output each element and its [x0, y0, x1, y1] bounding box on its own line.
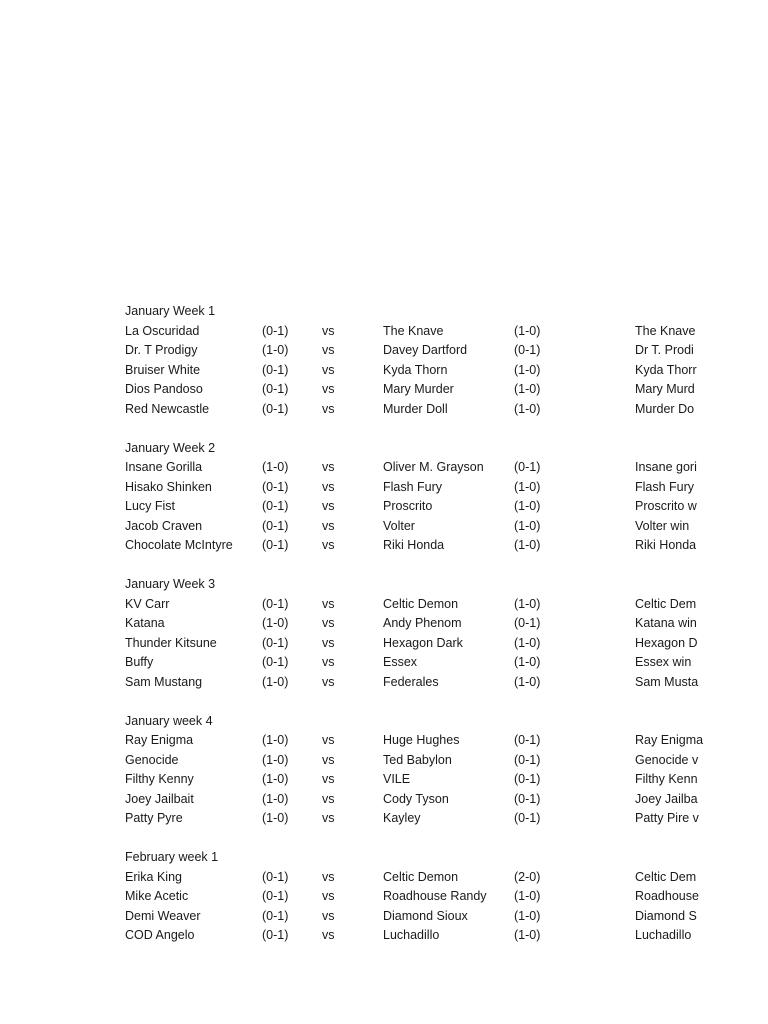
match-result: Joey Jailba	[635, 791, 698, 806]
versus-label: vs	[322, 889, 335, 903]
match-row	[0, 653, 768, 673]
wrestler-name-1: Red Newcastle	[125, 401, 210, 416]
wrestler-name-1: KV Carr	[125, 596, 170, 611]
versus-label: vs	[322, 869, 335, 884]
match-result: Celtic Dem	[635, 869, 697, 884]
wrestler-name-2: The Knave	[383, 323, 444, 338]
week-header-row	[0, 712, 768, 732]
wrestler-name-2: Celtic Demon	[383, 596, 459, 611]
wrestler-name-1: Hisako Shinken	[125, 479, 212, 494]
versus-label: vs	[322, 772, 335, 786]
wrestler-name-2: Kyda Thorn	[383, 362, 448, 377]
match-row	[0, 458, 768, 478]
week-title: January Week 3	[125, 577, 216, 591]
versus-label: vs	[322, 811, 335, 825]
record-1: (0-1)	[262, 382, 289, 396]
record-1: (0-1)	[262, 869, 289, 884]
wrestler-name-1: Erika King	[125, 869, 182, 884]
record-1: (0-1)	[262, 596, 289, 611]
record-1: (1-0)	[262, 674, 289, 689]
record-2: (1-0)	[514, 499, 541, 513]
wrestler-name-2: Davey Dartford	[383, 343, 468, 357]
record-2: (0-1)	[514, 791, 541, 806]
record-1: (1-0)	[262, 752, 289, 767]
wrestler-name-1: Dios Pandoso	[125, 382, 203, 396]
match-row	[0, 497, 768, 517]
record-2: (1-0)	[514, 674, 541, 689]
versus-label: vs	[322, 382, 335, 396]
record-2: (0-1)	[514, 616, 541, 630]
versus-label: vs	[322, 635, 335, 650]
match-row	[0, 614, 768, 634]
record-2: (1-0)	[514, 323, 541, 338]
versus-label: vs	[322, 479, 335, 494]
record-2: (1-0)	[514, 928, 541, 942]
week-title: January Week 2	[125, 440, 216, 455]
record-1: (1-0)	[262, 811, 289, 825]
match-result: Katana win	[635, 616, 697, 630]
match-row	[0, 478, 768, 498]
match-row	[0, 673, 768, 693]
week-title: January Week 1	[125, 304, 216, 318]
match-result: Sam Musta	[635, 674, 699, 689]
record-2: (1-0)	[514, 518, 541, 533]
wrestler-name-1: Genocide	[125, 752, 179, 767]
record-2: (0-1)	[514, 772, 541, 786]
versus-label: vs	[322, 343, 335, 357]
record-1: (1-0)	[262, 616, 289, 630]
week-header-row	[0, 439, 768, 459]
week-header-row	[0, 848, 768, 868]
match-row	[0, 907, 768, 927]
record-1: (0-1)	[262, 499, 289, 513]
wrestler-name-1: Joey Jailbait	[125, 791, 194, 806]
record-1: (0-1)	[262, 401, 289, 416]
match-row	[0, 790, 768, 810]
versus-label: vs	[322, 928, 335, 942]
versus-label: vs	[322, 499, 335, 513]
match-result: Essex win	[635, 655, 692, 669]
week-title: February week 1	[125, 850, 219, 864]
match-result: Ray Enigma	[635, 733, 704, 747]
match-row	[0, 809, 768, 829]
match-result: Genocide v	[635, 752, 699, 767]
wrestler-name-2: Proscrito	[383, 499, 433, 513]
match-row	[0, 361, 768, 381]
wrestler-name-2: Roadhouse Randy	[383, 889, 487, 903]
record-2: (0-1)	[514, 460, 541, 474]
match-row	[0, 341, 768, 361]
week-title: January week 4	[125, 713, 213, 728]
match-result: Murder Do	[635, 401, 695, 416]
versus-label: vs	[322, 362, 335, 377]
match-row	[0, 731, 768, 751]
match-result: Riki Honda	[635, 538, 697, 552]
record-2: (0-1)	[514, 733, 541, 747]
record-1: (1-0)	[262, 460, 289, 474]
wrestler-name-1: Bruiser White	[125, 362, 201, 377]
week-section	[0, 302, 768, 419]
record-2: (1-0)	[514, 635, 541, 650]
versus-label: vs	[322, 518, 335, 533]
record-2: (1-0)	[514, 889, 541, 903]
versus-label: vs	[322, 908, 335, 923]
record-1: (0-1)	[262, 479, 289, 494]
wrestler-name-1: Lucy Fist	[125, 499, 176, 513]
wrestler-name-2: Celtic Demon	[383, 869, 459, 884]
match-row	[0, 517, 768, 537]
versus-label: vs	[322, 752, 335, 767]
wrestler-name-2: Huge Hughes	[383, 733, 460, 747]
wrestler-name-1: La Oscuridad	[125, 323, 200, 338]
record-2: (0-1)	[514, 752, 541, 767]
wrestler-name-2: Diamond Sioux	[383, 908, 468, 923]
versus-label: vs	[322, 538, 335, 552]
match-result: Luchadillo	[635, 928, 692, 942]
record-1: (0-1)	[262, 538, 289, 552]
record-1: (0-1)	[262, 889, 289, 903]
week-header-row	[0, 575, 768, 595]
record-2: (1-0)	[514, 401, 541, 416]
wrestler-name-1: Katana	[125, 616, 165, 630]
wrestler-name-2: Kayley	[383, 811, 421, 825]
record-1: (1-0)	[262, 733, 289, 747]
match-row	[0, 926, 768, 946]
record-2: (0-1)	[514, 811, 541, 825]
record-1: (1-0)	[262, 772, 289, 786]
wrestler-name-2: Oliver M. Grayson	[383, 460, 484, 474]
versus-label: vs	[322, 596, 335, 611]
wrestler-name-2: Flash Fury	[383, 479, 443, 494]
match-result: Celtic Dem	[635, 596, 697, 611]
wrestler-name-1: Thunder Kitsune	[125, 635, 217, 650]
wrestler-name-2: Ted Babylon	[383, 752, 452, 767]
versus-label: vs	[322, 674, 335, 689]
wrestler-name-2: VILE	[383, 772, 411, 786]
record-1: (0-1)	[262, 323, 289, 338]
match-result: Dr T. Prodi	[635, 343, 694, 357]
week-header-row	[0, 302, 768, 322]
match-row	[0, 536, 768, 556]
match-result: Mary Murd	[635, 382, 695, 396]
wrestler-name-1: Jacob Craven	[125, 518, 203, 533]
wrestler-name-2: Andy Phenom	[383, 616, 462, 630]
match-row	[0, 595, 768, 615]
wrestler-name-2: Cody Tyson	[383, 791, 449, 806]
record-1: (1-0)	[262, 791, 289, 806]
match-row	[0, 380, 768, 400]
wrestler-name-2: Riki Honda	[383, 538, 445, 552]
match-row	[0, 751, 768, 771]
record-1: (0-1)	[262, 655, 289, 669]
record-1: (0-1)	[262, 928, 289, 942]
match-row	[0, 868, 768, 888]
wrestler-name-1: COD Angelo	[125, 928, 195, 942]
record-2: (1-0)	[514, 538, 541, 552]
versus-label: vs	[322, 616, 335, 630]
match-result: Volter win	[635, 518, 690, 533]
wrestler-name-1: Insane Gorilla	[125, 460, 203, 474]
wrestler-name-1: Filthy Kenny	[125, 772, 194, 786]
record-1: (0-1)	[262, 518, 289, 533]
week-section	[0, 439, 768, 556]
match-result: Roadhouse	[635, 889, 699, 903]
match-result: The Knave	[635, 323, 696, 338]
versus-label: vs	[322, 733, 335, 747]
record-2: (1-0)	[514, 655, 541, 669]
wrestler-name-2: Luchadillo	[383, 928, 440, 942]
versus-label: vs	[322, 655, 335, 669]
record-2: (1-0)	[514, 382, 541, 396]
wrestler-name-2: Mary Murder	[383, 382, 454, 396]
match-result: Flash Fury	[635, 479, 695, 494]
match-result: Hexagon D	[635, 635, 698, 650]
wrestler-name-1: Chocolate McIntyre	[125, 538, 233, 552]
record-1: (0-1)	[262, 908, 289, 923]
record-1: (0-1)	[262, 635, 289, 650]
wrestler-name-2: Murder Doll	[383, 401, 448, 416]
record-2: (1-0)	[514, 362, 541, 377]
wrestler-name-2: Essex	[383, 655, 418, 669]
wrestler-name-2: Volter	[383, 518, 415, 533]
record-2: (0-1)	[514, 343, 541, 357]
wrestler-name-1: Buffy	[125, 655, 154, 669]
week-section	[0, 575, 768, 692]
wrestler-name-1: Patty Pyre	[125, 811, 183, 825]
wrestler-name-1: Dr. T Prodigy	[125, 343, 198, 357]
match-result: Proscrito w	[635, 499, 697, 513]
match-result: Diamond S	[635, 908, 697, 923]
wrestler-name-1: Demi Weaver	[125, 908, 201, 923]
wrestler-name-1: Sam Mustang	[125, 674, 203, 689]
match-row	[0, 322, 768, 342]
record-2: (2-0)	[514, 869, 541, 884]
match-row	[0, 400, 768, 420]
versus-label: vs	[322, 460, 335, 474]
match-result: Filthy Kenn	[635, 772, 698, 786]
wrestler-name-1: Ray Enigma	[125, 733, 194, 747]
match-row	[0, 770, 768, 790]
match-row	[0, 634, 768, 654]
match-result: Kyda Thorr	[635, 362, 697, 377]
record-1: (0-1)	[262, 362, 289, 377]
week-section	[0, 712, 768, 829]
versus-label: vs	[322, 401, 335, 416]
wrestler-name-2: Hexagon Dark	[383, 635, 463, 650]
record-2: (1-0)	[514, 596, 541, 611]
record-2: (1-0)	[514, 479, 541, 494]
versus-label: vs	[322, 323, 335, 338]
versus-label: vs	[322, 791, 335, 806]
week-section	[0, 848, 768, 946]
match-result: Patty Pire v	[635, 811, 699, 825]
wrestler-name-1: Mike Acetic	[125, 889, 189, 903]
record-2: (1-0)	[514, 908, 541, 923]
record-1: (1-0)	[262, 343, 289, 357]
match-row	[0, 887, 768, 907]
match-result: Insane gori	[635, 460, 697, 474]
match-schedule	[0, 302, 768, 965]
wrestler-name-2: Federales	[383, 674, 439, 689]
